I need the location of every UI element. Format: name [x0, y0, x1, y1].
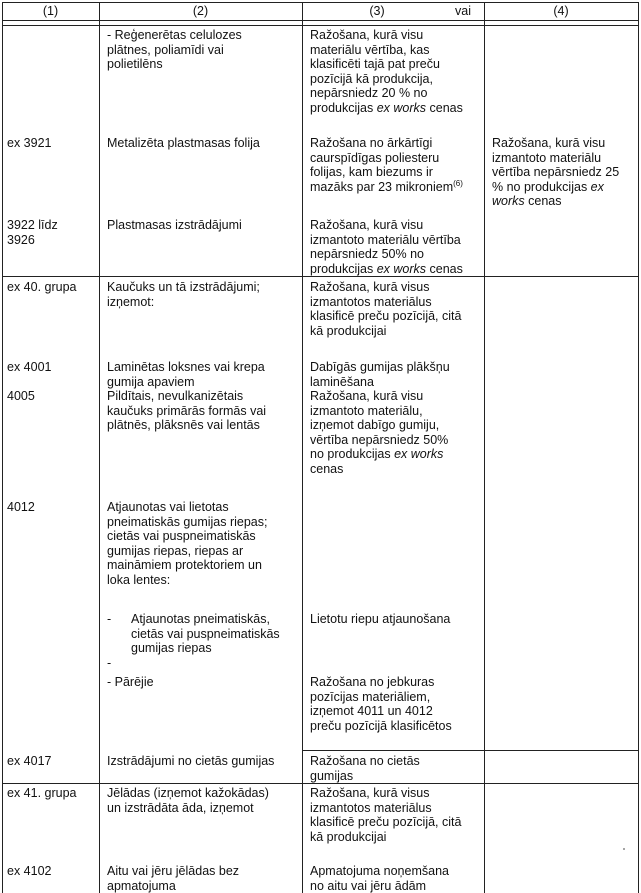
desc-line: un izstrādāta āda, izņemot: [107, 800, 254, 815]
op-line: Apmatojuma noņemšana: [310, 864, 449, 878]
code-line: 3922 līdz: [7, 218, 58, 232]
op-line: Ražošana, kurā visus: [310, 786, 430, 800]
op-line: Ražošana, kurā visus: [310, 280, 430, 294]
op-line: Ražošana, kurā visu: [310, 28, 424, 42]
desc-line: - Reģenerētas celulozes: [107, 28, 242, 42]
op-line: produkcijas ex works cenas: [310, 261, 463, 276]
row4-operation: [310, 360, 450, 389]
alt-line: % no produkcijas ex: [492, 179, 604, 194]
row0-operation: [310, 28, 463, 116]
op-line: nepārsniedz 20 % no: [310, 86, 428, 101]
row9-operation: [310, 864, 449, 893]
row1-code: ex 3921: [7, 136, 52, 150]
column-border: [302, 2, 303, 893]
row8-code: ex 41. grupa: [7, 786, 77, 800]
header-vai: vai: [455, 4, 471, 18]
desc-line: Atjaunotas vai lietotas: [107, 500, 229, 514]
desc-line: Plastmasas izstrādājumi: [107, 218, 242, 232]
op-line: kā produkcijai: [310, 323, 387, 338]
row5-desc: [107, 389, 266, 433]
op-line: izmantoto materiālu,: [310, 403, 423, 418]
desc-line: cietās vai puspneimatiskās: [107, 529, 256, 544]
row4-code: ex 4001: [7, 360, 52, 374]
row6-sub2-desc: - Pārējie: [107, 675, 154, 689]
row2-code: [7, 218, 58, 247]
table-right-border: [638, 2, 639, 893]
column-border: [99, 2, 100, 893]
op-line: laminēšana: [310, 374, 374, 389]
desc-line: polietilēns: [107, 57, 163, 72]
row1-operation: [310, 136, 463, 194]
op-line: izņemot 4011 un 4012: [310, 704, 433, 719]
desc-line: Jēlādas (izņemot kažokādas): [107, 786, 269, 800]
row8-operation: [310, 786, 461, 844]
desc-line: Aitu vai jēru jēlādas bez: [107, 864, 240, 878]
op-line: nepārsniedz 50% no: [310, 247, 424, 262]
header-col4: (4): [553, 4, 569, 18]
row5-operation: [310, 389, 448, 477]
desc-line: plātnēs, plāksnēs vai lentās: [107, 418, 260, 433]
row6-sub2-operation: [310, 675, 452, 733]
row6-desc: [107, 500, 268, 588]
op-line: kā produkcijai: [310, 829, 387, 844]
desc-line: Pildītais, nevulkanizētais: [107, 389, 244, 403]
row3-code: ex 40. grupa: [7, 280, 77, 294]
op-line: Dabīgās gumijas plākšņu: [310, 360, 450, 374]
row3-desc: [107, 280, 260, 309]
desc-line: Kaučuks un tā izstrādājumi;: [107, 280, 260, 294]
desc-line: gumijas riepas, riepas ar: [107, 543, 244, 558]
desc-line: gumijas riepas: [131, 641, 212, 656]
table-left-border: [2, 2, 3, 893]
op-line: mazāks par 23 mikroniem$^{(6)}$: [310, 178, 463, 194]
desc-line: pneimatiskās gumijas riepas;: [107, 514, 268, 529]
table-top-border: [2, 2, 639, 3]
desc-line: Izstrādājumi no cietās gumijas: [107, 754, 275, 768]
row2-operation: [310, 218, 463, 276]
desc-line: gumija apaviem: [107, 374, 195, 389]
desc-line: izņemot:: [107, 294, 155, 309]
row7-operation: [310, 754, 420, 783]
row7-desc: [107, 754, 274, 769]
row7-code: ex 4017: [7, 754, 52, 768]
header-col1: (1): [42, 4, 59, 18]
scan-speck: [623, 848, 625, 850]
op-line: izmantotos materiālus: [310, 800, 432, 815]
op-line: Ražošana, kurā visu: [310, 389, 424, 403]
alt-line: izmantoto materiālu: [492, 150, 602, 165]
code-line: 3926: [7, 232, 35, 247]
header-col3: (3): [369, 4, 385, 18]
row-border: [2, 25, 639, 26]
desc-line: maināmiem protektoriem un: [107, 558, 262, 573]
op-line: klasificēti tajā pat preču: [310, 57, 440, 72]
row9-code: ex 4102: [7, 864, 52, 878]
header-col2: (2): [192, 4, 209, 18]
op-line: Ražošana no ārkārtīgi: [310, 136, 433, 150]
op-line: preču pozīcijā klasificētos: [310, 718, 452, 733]
row6-sub1-dash: -: [107, 612, 112, 626]
desc-line: Metalizēta plastmasas folija: [107, 136, 260, 150]
op-line: pozīcijas materiāliem,: [310, 689, 431, 704]
op-line: materiālu vērtība, kas: [310, 42, 430, 57]
row9-desc: [107, 864, 239, 893]
desc-line: cietās vai puspneimatiskās: [131, 626, 280, 641]
op-line: no produkcijas ex works: [310, 447, 444, 462]
header-bottom-border: [2, 20, 639, 21]
row6-sub1-operation: Lietotu riepu atjaunošana: [310, 612, 451, 626]
desc-line: plātnes, poliamīdi vai: [107, 42, 224, 57]
op-line: gumijas: [310, 768, 354, 783]
row6-sub1-desc: [131, 612, 280, 656]
alt-line: Ražošana, kurā visu: [492, 136, 606, 150]
row2-desc: [107, 218, 242, 233]
row6-code: 4012: [7, 500, 35, 514]
op-line: izmantoto materiālu vērtība: [310, 232, 461, 247]
desc-line: loka lentes:: [107, 572, 171, 587]
op-line: izmantotos materiālus: [310, 294, 432, 309]
op-line: folijas, kam biezums ir: [310, 165, 433, 180]
column-border: [484, 2, 485, 893]
op-line: Ražošana no cietās: [310, 754, 420, 768]
op-line: no aitu vai jēru ādām: [310, 878, 427, 893]
desc-line: apmatojuma: [107, 878, 176, 893]
op-line: izņemot dabīgo gumiju,: [310, 418, 440, 433]
op-line: pozīcijā kā produkcija,: [310, 71, 433, 86]
row0-desc: [107, 28, 242, 72]
op-line: vērtība nepārsniedz 50%: [310, 432, 449, 447]
row6-gap-dash: -: [107, 656, 112, 670]
row1-alternative: [492, 136, 619, 209]
row8-desc: [107, 786, 269, 815]
op-line: Ražošana, kurā visu: [310, 218, 424, 232]
op-line: cenas: [310, 461, 344, 476]
desc-line: Atjaunotas pneimatiskās,: [131, 612, 270, 626]
alt-line: works cenas: [492, 194, 562, 209]
desc-line: Laminētas loksnes vai krepa: [107, 360, 265, 374]
op-line: Ražošana no jebkuras: [310, 675, 435, 689]
alt-line: vērtība nepārsniedz 25: [492, 165, 620, 180]
row1-desc: [107, 136, 260, 151]
op-line: klasificē preču pozīcijā, citā: [310, 309, 462, 324]
desc-line: kaučuks primārās formās vai: [107, 403, 267, 418]
row5-code: 4005: [7, 389, 35, 403]
row-border-partial: [302, 750, 639, 751]
op-line: caurspīdīgas poliesteru: [310, 150, 440, 165]
op-line: klasificē preču pozīcijā, citā: [310, 815, 462, 830]
row4-desc: [107, 360, 265, 389]
op-line: produkcijas ex works cenas: [310, 100, 463, 115]
footnote-ref: (6): [453, 178, 463, 188]
row3-operation: [310, 280, 461, 338]
